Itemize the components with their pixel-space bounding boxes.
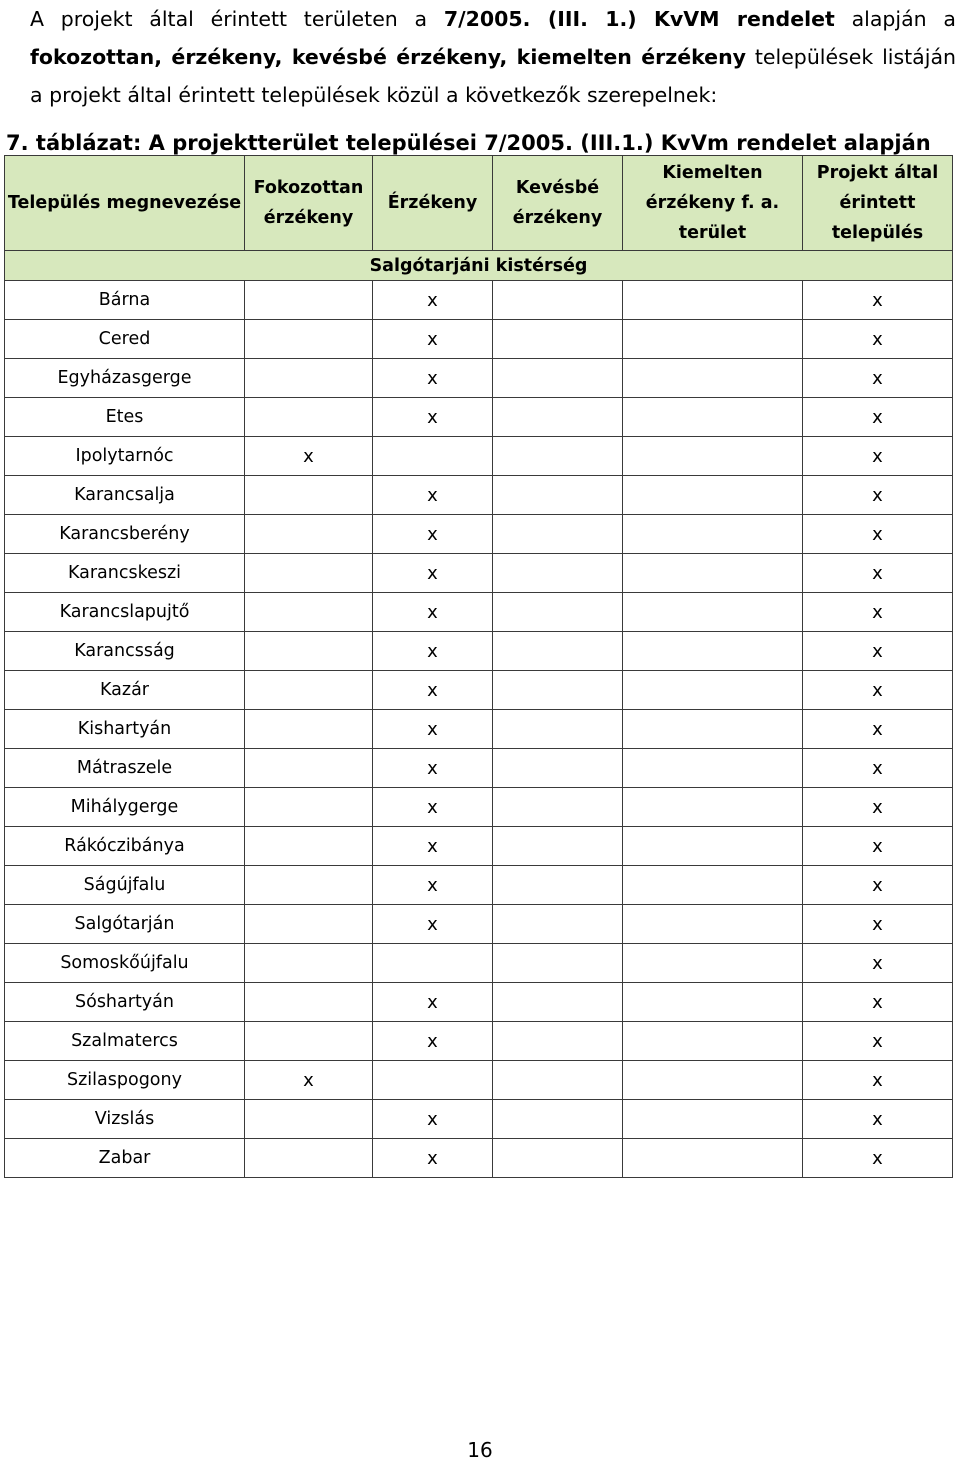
cell-highly-sensitive — [245, 905, 373, 944]
table-row — [5, 320, 953, 359]
table-row — [5, 593, 953, 632]
cell-priority-sensitive — [623, 1022, 803, 1061]
cell-project-affected: x — [803, 515, 953, 554]
settlement-name: Egyházasgerge — [5, 359, 245, 398]
cell-highly-sensitive: x — [245, 437, 373, 476]
settlement-name: Karancsberény — [5, 515, 245, 554]
cell-sensitive: x — [373, 1022, 493, 1061]
cell-priority-sensitive — [623, 944, 803, 983]
cell-priority-sensitive — [623, 281, 803, 320]
cell-priority-sensitive — [623, 1100, 803, 1139]
cell-less-sensitive — [493, 476, 623, 515]
cell-highly-sensitive — [245, 1022, 373, 1061]
cell-priority-sensitive — [623, 359, 803, 398]
table-row — [5, 1061, 953, 1100]
col-header-project-affected: Projekt által érintett település — [803, 156, 953, 251]
cell-priority-sensitive — [623, 905, 803, 944]
col-header-highly-sensitive: Fokozottan érzékeny — [245, 156, 373, 251]
cell-project-affected: x — [803, 710, 953, 749]
region-row — [5, 251, 953, 281]
cell-sensitive: x — [373, 359, 493, 398]
settlement-name: Karancslapujtő — [5, 593, 245, 632]
cell-project-affected: x — [803, 554, 953, 593]
cell-project-affected: x — [803, 1100, 953, 1139]
cell-sensitive — [373, 944, 493, 983]
cell-highly-sensitive — [245, 281, 373, 320]
settlement-name: Karancskeszi — [5, 554, 245, 593]
settlement-name: Mátraszele — [5, 749, 245, 788]
cell-less-sensitive — [493, 827, 623, 866]
settlement-name: Sóshartyán — [5, 983, 245, 1022]
col-header-settlement: Település megnevezése — [5, 156, 245, 251]
table-row — [5, 671, 953, 710]
cell-priority-sensitive — [623, 398, 803, 437]
table-row — [5, 710, 953, 749]
cell-project-affected: x — [803, 866, 953, 905]
cell-highly-sensitive — [245, 359, 373, 398]
cell-priority-sensitive — [623, 476, 803, 515]
page-number: 16 — [467, 1438, 493, 1462]
cell-less-sensitive — [493, 788, 623, 827]
cell-less-sensitive — [493, 515, 623, 554]
cell-project-affected: x — [803, 671, 953, 710]
cell-sensitive: x — [373, 905, 493, 944]
table-caption: 7. táblázat: A projektterület települései 7/2005. (III.1.) KvVm rendelet alapján — [6, 131, 931, 155]
intro-text-1: A projekt által érintett területen a — [30, 7, 444, 31]
cell-highly-sensitive — [245, 944, 373, 983]
table-row — [5, 866, 953, 905]
settlement-name: Szalmatercs — [5, 1022, 245, 1061]
cell-highly-sensitive: x — [245, 1061, 373, 1100]
table-row — [5, 359, 953, 398]
cell-sensitive: x — [373, 749, 493, 788]
cell-project-affected: x — [803, 398, 953, 437]
settlement-name: Zabar — [5, 1139, 245, 1178]
cell-priority-sensitive — [623, 1061, 803, 1100]
table-row — [5, 437, 953, 476]
table-row — [5, 1100, 953, 1139]
settlement-name: Szilaspogony — [5, 1061, 245, 1100]
cell-highly-sensitive — [245, 515, 373, 554]
cell-sensitive: x — [373, 983, 493, 1022]
intro-text-2: alapján a — [834, 7, 956, 31]
cell-less-sensitive — [493, 593, 623, 632]
cell-highly-sensitive — [245, 827, 373, 866]
cell-project-affected: x — [803, 281, 953, 320]
table-row — [5, 788, 953, 827]
cell-project-affected: x — [803, 905, 953, 944]
intro-text-3: települések listáján a projekt által érintett települések közül a következők szerepelnek: — [30, 45, 956, 107]
cell-less-sensitive — [493, 749, 623, 788]
cell-project-affected: x — [803, 437, 953, 476]
settlement-name: Salgótarján — [5, 905, 245, 944]
cell-project-affected: x — [803, 1061, 953, 1100]
table-row — [5, 944, 953, 983]
cell-sensitive: x — [373, 593, 493, 632]
intro-paragraph — [30, 0, 956, 114]
table-row — [5, 827, 953, 866]
cell-highly-sensitive — [245, 554, 373, 593]
cell-priority-sensitive — [623, 788, 803, 827]
cell-sensitive: x — [373, 1100, 493, 1139]
cell-project-affected: x — [803, 320, 953, 359]
cell-less-sensitive — [493, 905, 623, 944]
cell-sensitive: x — [373, 632, 493, 671]
cell-highly-sensitive — [245, 593, 373, 632]
cell-highly-sensitive — [245, 1100, 373, 1139]
cell-less-sensitive — [493, 359, 623, 398]
cell-less-sensitive — [493, 437, 623, 476]
table-row — [5, 632, 953, 671]
cell-project-affected: x — [803, 788, 953, 827]
cell-highly-sensitive — [245, 983, 373, 1022]
table-row — [5, 515, 953, 554]
cell-less-sensitive — [493, 281, 623, 320]
cell-sensitive: x — [373, 710, 493, 749]
cell-highly-sensitive — [245, 749, 373, 788]
cell-project-affected: x — [803, 359, 953, 398]
header-row — [5, 156, 953, 251]
cell-project-affected: x — [803, 983, 953, 1022]
cell-less-sensitive — [493, 866, 623, 905]
table-row — [5, 1022, 953, 1061]
cell-priority-sensitive — [623, 632, 803, 671]
settlement-name: Cered — [5, 320, 245, 359]
cell-highly-sensitive — [245, 710, 373, 749]
region-label: Salgótarjáni kistérség — [5, 251, 953, 281]
settlements-table — [4, 155, 953, 1178]
cell-sensitive: x — [373, 866, 493, 905]
table-row — [5, 281, 953, 320]
cell-sensitive: x — [373, 398, 493, 437]
settlement-name: Bárna — [5, 281, 245, 320]
cell-priority-sensitive — [623, 593, 803, 632]
cell-priority-sensitive — [623, 827, 803, 866]
settlement-name: Ságújfalu — [5, 866, 245, 905]
cell-priority-sensitive — [623, 1139, 803, 1178]
cell-less-sensitive — [493, 1061, 623, 1100]
cell-priority-sensitive — [623, 866, 803, 905]
cell-project-affected: x — [803, 1139, 953, 1178]
cell-project-affected: x — [803, 476, 953, 515]
cell-sensitive: x — [373, 320, 493, 359]
intro-regulation-ref: 7/2005. (III. 1.) KvVM rendelet — [443, 7, 835, 31]
cell-sensitive — [373, 1061, 493, 1100]
cell-priority-sensitive — [623, 983, 803, 1022]
settlement-name: Karancsság — [5, 632, 245, 671]
settlement-name: Kishartyán — [5, 710, 245, 749]
intro-categories: fokozottan, érzékeny, kevésbé érzékeny, kiemelten érzékeny — [30, 45, 747, 69]
table-row — [5, 983, 953, 1022]
cell-project-affected: x — [803, 749, 953, 788]
col-header-less-sensitive: Kevésbé érzékeny — [493, 156, 623, 251]
cell-less-sensitive — [493, 320, 623, 359]
cell-priority-sensitive — [623, 515, 803, 554]
cell-less-sensitive — [493, 398, 623, 437]
cell-sensitive: x — [373, 827, 493, 866]
cell-highly-sensitive — [245, 632, 373, 671]
cell-project-affected: x — [803, 1022, 953, 1061]
cell-sensitive: x — [373, 476, 493, 515]
cell-less-sensitive — [493, 554, 623, 593]
cell-less-sensitive — [493, 1022, 623, 1061]
cell-project-affected: x — [803, 593, 953, 632]
cell-project-affected: x — [803, 632, 953, 671]
cell-priority-sensitive — [623, 749, 803, 788]
cell-sensitive: x — [373, 554, 493, 593]
table-row — [5, 749, 953, 788]
cell-priority-sensitive — [623, 320, 803, 359]
cell-highly-sensitive — [245, 476, 373, 515]
cell-less-sensitive — [493, 710, 623, 749]
cell-sensitive — [373, 437, 493, 476]
cell-less-sensitive — [493, 671, 623, 710]
table-row — [5, 476, 953, 515]
cell-sensitive: x — [373, 788, 493, 827]
table-row — [5, 1139, 953, 1178]
cell-priority-sensitive — [623, 554, 803, 593]
cell-highly-sensitive — [245, 788, 373, 827]
cell-sensitive: x — [373, 1139, 493, 1178]
table-row — [5, 905, 953, 944]
cell-highly-sensitive — [245, 866, 373, 905]
settlement-name: Rákóczibánya — [5, 827, 245, 866]
cell-less-sensitive — [493, 1139, 623, 1178]
cell-highly-sensitive — [245, 1139, 373, 1178]
cell-less-sensitive — [493, 1100, 623, 1139]
cell-highly-sensitive — [245, 671, 373, 710]
cell-priority-sensitive — [623, 671, 803, 710]
table-row — [5, 398, 953, 437]
col-header-priority-sensitive: Kiemelten érzékeny f. a. terület — [623, 156, 803, 251]
settlement-name: Kazár — [5, 671, 245, 710]
cell-less-sensitive — [493, 983, 623, 1022]
cell-priority-sensitive — [623, 437, 803, 476]
cell-highly-sensitive — [245, 398, 373, 437]
settlement-name: Somoskőújfalu — [5, 944, 245, 983]
cell-sensitive: x — [373, 281, 493, 320]
cell-sensitive: x — [373, 515, 493, 554]
cell-project-affected: x — [803, 827, 953, 866]
table-row — [5, 554, 953, 593]
settlement-name: Karancsalja — [5, 476, 245, 515]
cell-less-sensitive — [493, 632, 623, 671]
cell-project-affected: x — [803, 944, 953, 983]
cell-priority-sensitive — [623, 710, 803, 749]
settlement-name: Etes — [5, 398, 245, 437]
cell-highly-sensitive — [245, 320, 373, 359]
cell-sensitive: x — [373, 671, 493, 710]
cell-less-sensitive — [493, 944, 623, 983]
col-header-sensitive: Érzékeny — [373, 156, 493, 251]
settlement-name: Mihálygerge — [5, 788, 245, 827]
settlement-name: Vizslás — [5, 1100, 245, 1139]
settlement-name: Ipolytarnóc — [5, 437, 245, 476]
